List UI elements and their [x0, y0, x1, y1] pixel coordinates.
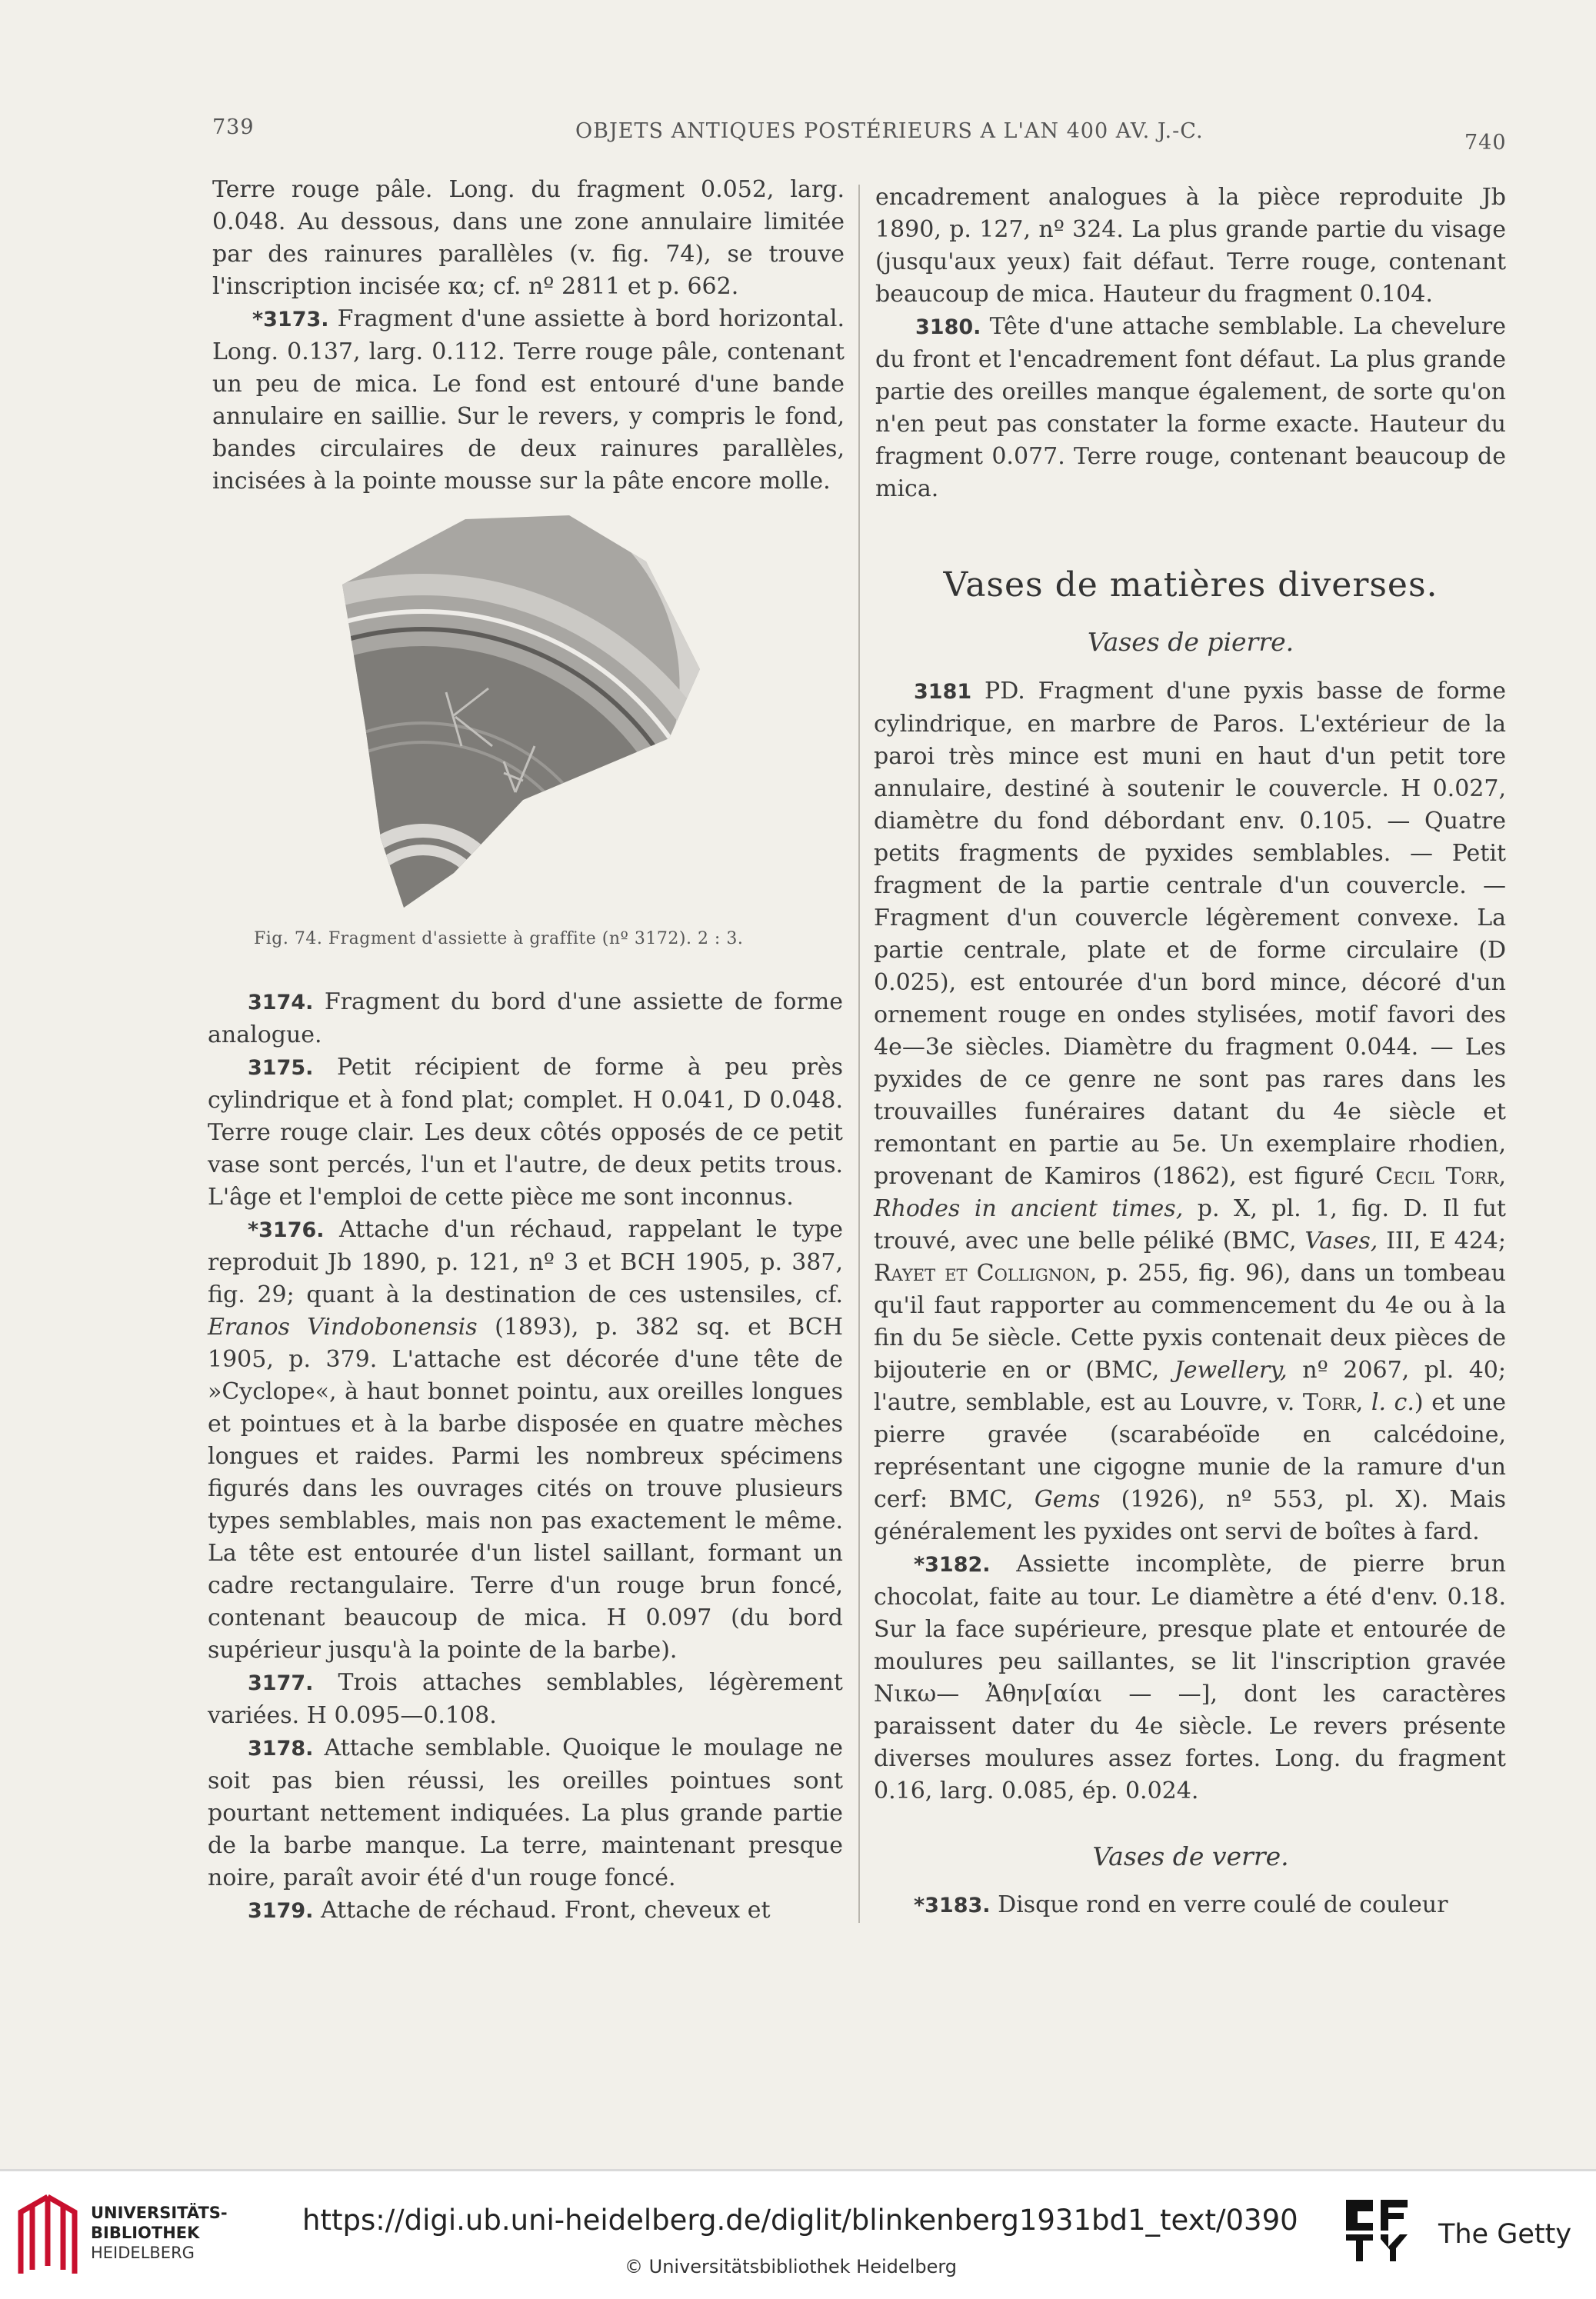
entry-text-italic: l. c.: [1371, 1389, 1414, 1416]
entry-text: p. 255, fig. 96), dans un tombeau qu'il faut rapporter au commencement du 4e ou à la fin du 5e siècle. Cette pyxis contenait deux pièces de bijouterie en or (BMC,: [874, 1260, 1506, 1384]
library-name-line-3: HEIDELBERG: [91, 2244, 195, 2262]
entry-text-italic: Vases,: [1304, 1228, 1378, 1254]
catalogue-entry: [874, 1889, 1506, 1922]
entry-text: Attache semblable. Quoique le moulage ne soit pas bien réussi, les oreilles pointues sont pourtant nettement indiquées. La plus grande partie de la barbe manque. La terre, maintenant presque noire, paraît avoir été d'un rouge foncé.: [208, 1734, 843, 1891]
catalogue-entry: [208, 1732, 843, 1894]
entry-number: 3181: [914, 680, 972, 704]
entry-number: *3176.: [248, 1218, 325, 1242]
right-column-main: [874, 675, 1506, 1808]
column-divider: [858, 185, 860, 1923]
page-number-left: 739: [212, 115, 255, 139]
author-name: Torr,: [1302, 1389, 1364, 1416]
entry-number: *3173.: [252, 308, 329, 332]
left-column-bottom: [208, 986, 843, 1927]
entry-text: Fragment d'une assiette à bord horizontal. Long. 0.137, larg. 0.112. Terre rouge pâle, contenant un peu de mica. Le fond est entouré d'une bande annulaire en saillie. Sur le revers, y compris le fond, bandes circulaires de deux rainures parallèles, incisées à la pointe mousse sur la pâte encore molle.: [212, 305, 845, 495]
entry-text: nº 2067, pl. 40; l'autre, semblable, est au Louvre, v.: [874, 1357, 1506, 1416]
permalink-url[interactable]: https://digi.ub.uni-heidelberg.de/diglit/blinkenberg1931bd1_text/0390: [302, 2204, 1298, 2237]
entry-number: 3174.: [248, 991, 314, 1015]
catalogue-entry: [208, 1051, 843, 1214]
author-name: Rayet et Collignon,: [874, 1260, 1098, 1287]
university-library-logo-icon: [17, 2193, 78, 2277]
entry-text: (1893), p. 382 sq. et BCH 1905, p. 379. L'attache est décorée d'une tête de »Cyclope«, à haut bonnet pointu, aux oreilles longues et pointues et à la barbe disposée en quatre mèches longues et raides. Parmi les nombreux spécimens figurés dans les ouvrages cités on trouve plusieurs types semblables, mais non pas exactement le même. La tête est entourée d'un listel saillant, formant un cadre rectangulaire. Terre d'un rouge brun foncé, contenant beaucoup de mica. H 0.097 (du bord supérieur jusqu'à la pointe de la barbe).: [208, 1314, 844, 1664]
library-name-line-2: BIBLIOTHEK: [91, 2224, 200, 2242]
entry-number: 3180.: [915, 315, 981, 339]
entry-text: Attache de réchaud. Front, cheveux et: [320, 1897, 771, 1924]
entry-text: III, E 424;: [1386, 1228, 1506, 1254]
entry-text: Disque rond en verre coulé de couleur: [998, 1891, 1448, 1918]
catalogue-entry: [874, 1548, 1506, 1808]
figure-caption: Fig. 74. Fragment d'assiette à graffite (nº 3172). 2 : 3.: [254, 929, 744, 948]
entry-text: Petit récipient de forme à peu près cylindrique et à fond plat; complet. H 0.041, D 0.048. Terre rouge clair. Les deux côtés opposés de ce petit vase sont percés, l'un et l'autre, de deux petits trous. L'âge et l'emploi de cette pièce me sont inconnus.: [208, 1054, 843, 1211]
entry-text: Fragment du bord d'une assiette de forme analogue.: [208, 988, 843, 1048]
entry-number: 3175.: [248, 1056, 314, 1080]
entry-number: 3177.: [248, 1671, 314, 1695]
subsection-title: Vases de pierre.: [1087, 627, 1294, 657]
catalogue-entry: [208, 986, 843, 1051]
entry-text: Assiette incomplète, de pierre brun chocolat, faite au tour. Le diamètre a été d'env. 0.18. Sur la face supérieure, presque plate et entourée de moulures peu saillantes, se lit l'inscription gravée Νικω— Ἀθην[αίαι — —], dont les caractères paraissent dater du 4e siècle. Le revers présente diverses moulures assez fortes. Long. du fragment 0.16, larg. 0.085, ép. 0.024.: [874, 1551, 1506, 1804]
entry-number: 3178.: [248, 1737, 314, 1761]
figure-74-plate-fragment: [338, 515, 708, 923]
section-title: Vases de matières diverses.: [943, 565, 1438, 605]
entry-text: ) et une pierre gravée (scarabéoïde en calcédoine, représentant une cigogne munie de la ramure d'un cerf: BMC,: [874, 1389, 1506, 1513]
running-title: OBJETS ANTIQUES POSTÉRIEURS A L'AN 400 AV. J.-C.: [575, 119, 1204, 143]
library-name-line-1: UNIVERSITÄTS-: [91, 2204, 228, 2222]
entry-text-italic: Rhodes in ancient times,: [874, 1195, 1184, 1222]
entry-number: *3183.: [914, 1894, 991, 1917]
entry-number: 3179.: [248, 1899, 314, 1923]
entry-text: (1926), nº 553, pl. X). Mais généralement les pyxides ont servi de boîtes à fard.: [874, 1486, 1506, 1545]
right-column-bottom: [874, 1889, 1506, 1922]
catalogue-entry: [875, 311, 1506, 505]
copyright-notice: © Universitätsbibliothek Heidelberg: [625, 2256, 958, 2277]
getty-logo-icon: [1342, 2196, 1411, 2265]
subsection-title: Vases de verre.: [1092, 1841, 1289, 1871]
entry-text: Trois attaches semblables, légèrement variées. H 0.095—0.108.: [208, 1669, 843, 1729]
entry-text: p. X, pl. 1, fig. D. Il fut trouvé, avec une belle péliké (BMC,: [874, 1195, 1506, 1254]
catalogue-entry: [208, 1214, 843, 1667]
entry-text-italic: Eranos Vindobonensis: [208, 1314, 478, 1341]
catalogue-entry: [208, 1894, 843, 1927]
author-name: Cecil Torr,: [1375, 1163, 1506, 1190]
entry-text: Attache d'un réchaud, rappelant le type reproduit Jb 1890, p. 121, nº 3 et BCH 1905, p. 387, fig. 29; quant à la destination de ces ustensiles, cf.: [208, 1216, 843, 1308]
catalogue-entry: [208, 1667, 843, 1732]
entry-text-italic: Jewellery,: [1174, 1357, 1288, 1384]
page-number-right: 740: [1464, 131, 1507, 155]
footer-bar: [0, 2169, 1596, 2299]
catalogue-entry: [874, 675, 1506, 1548]
paragraph: Terre rouge pâle. Long. du fragment 0.052, larg. 0.048. Au dessous, dans une zone annulaire limitée par des rainures parallèles (v. fig. 74), se trouve l'inscription incisée κα; cf. nº 2811 et p. 662.: [212, 176, 845, 300]
catalogue-entry: [212, 303, 845, 498]
partner-name: The Getty: [1438, 2219, 1572, 2250]
entry-number: *3182.: [914, 1553, 991, 1577]
entry-text-italic: Gems: [1034, 1486, 1101, 1513]
right-column-top: [875, 182, 1506, 505]
entry-text: Tête d'une attache semblable. La chevelure du front et l'encadrement font défaut. La plus grande partie des oreilles manque également, de sorte qu'on n'en peut pas constater la forme exacte. Hauteur du fragment 0.077. Terre rouge, contenant beaucoup de mica.: [875, 313, 1506, 502]
left-column-top: [212, 174, 845, 498]
entry-text: PD. Fragment d'une pyxis basse de forme cylindrique, en marbre de Paros. L'extérieur de la paroi très mince est muni en haut d'un petit tore annulaire, destiné à soutenir le couvercle. H 0.027, diamètre du fond débordant env. 0.105. — Quatre petits fragments de pyxides semblables. — Petit fragment de la partie centrale d'un couvercle. — Fragment d'un couvercle légèrement convexe. La partie centrale, plate et de forme circulaire (D 0.025), est entourée d'un bord mince, décoré d'un ornement rouge en ondes stylisées, motif favori des 4e—3e siècles. Diamètre du fragment 0.044. — Les pyxides de ce genre ne sont pas rares dans les trouvailles funéraires datant du 4e siècle et remontant en partie au 5e. Un exemplaire rhodien, provenant de Kamiros (1862), est figuré: [874, 678, 1506, 1190]
paragraph: encadrement analogues à la pièce reproduite Jb 1890, p. 127, nº 324. La plus grande partie du visage (jusqu'aux yeux) fait défaut. Terre rouge, contenant beaucoup de mica. Hauteur du fragment 0.104.: [875, 184, 1506, 308]
